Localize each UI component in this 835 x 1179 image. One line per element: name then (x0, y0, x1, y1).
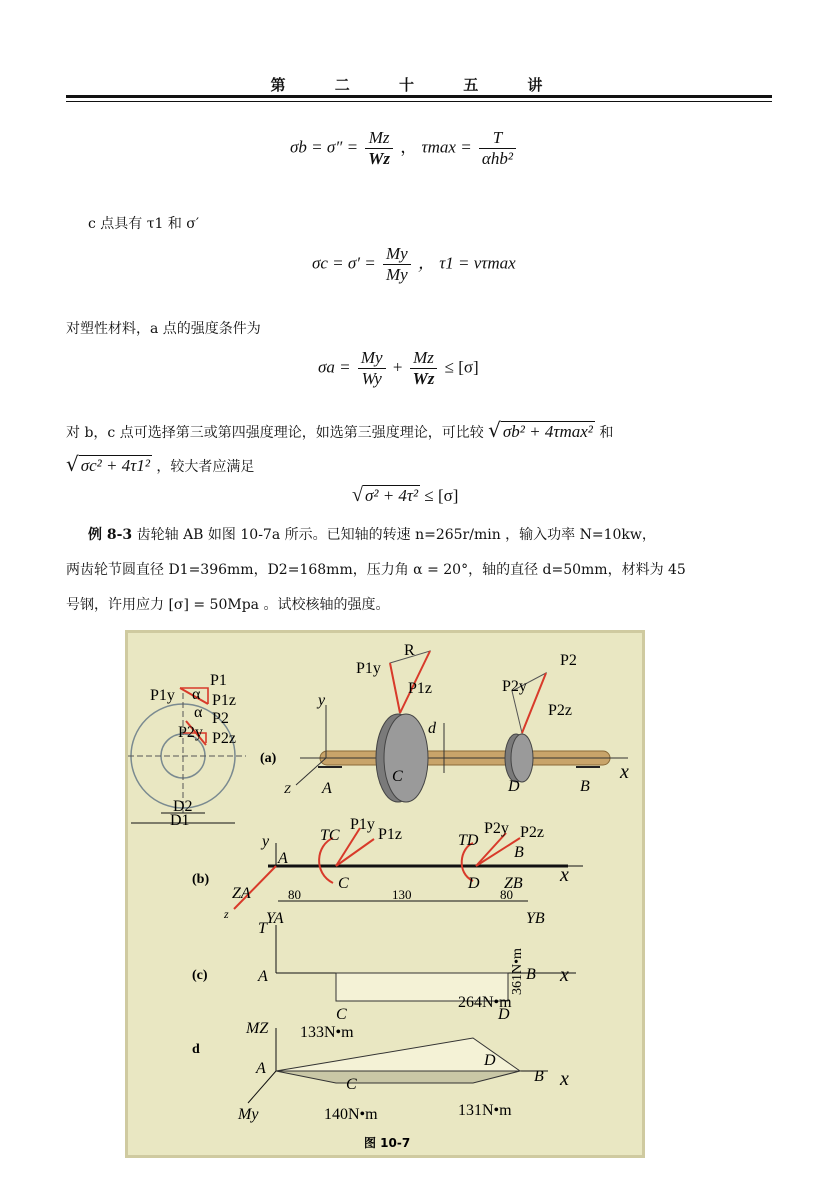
label-x-d: x (560, 1068, 569, 1090)
label-dim-130: 130 (392, 887, 412, 902)
label-yb: YB (526, 910, 545, 927)
torque-tc-arrow (319, 838, 333, 883)
label-p1z-side: P1z (212, 692, 236, 709)
label-p1z-a: P1z (408, 680, 432, 697)
label-my: My (238, 1106, 259, 1123)
label-b-b: B (514, 844, 524, 861)
arrow-p1y-b (336, 828, 360, 866)
example-line-2: 两齿轮节圆直径 D1=396mm，D2=168mm，压力角 α = 20°，轴的直径 d=50mm，材料为 45 (66, 562, 686, 578)
equation-sigma-b (290, 128, 519, 169)
text-point-c: c 点具有 τ1 和 σ′ (88, 216, 200, 232)
header-rule-thin (66, 101, 772, 102)
label-r: R (404, 642, 415, 659)
theory-root1: σb² + 4τmax² (502, 422, 593, 441)
label-d-d: D (484, 1052, 496, 1069)
label-y-a: y (318, 692, 326, 709)
eq2-frac-den: My (385, 265, 408, 284)
theory-part3: ，较大者应满足 (156, 459, 255, 475)
eq2-lhs: σc = σ′ = (312, 253, 376, 273)
eq3-rhs: ≤ [σ] (444, 357, 479, 377)
label-b-a: B (580, 778, 590, 795)
label-panel-d: d (192, 1042, 200, 1057)
label-za: ZA (232, 885, 251, 902)
label-p1y-side: P1y (150, 687, 175, 704)
arrow-p1z-b (336, 839, 374, 866)
eq3-frac2-den: Wz (412, 369, 435, 388)
label-a-b: A (278, 850, 288, 867)
equation-combined (352, 484, 458, 507)
label-p2z-side: P2z (212, 730, 236, 747)
label-tc: TC (320, 827, 340, 844)
eq4-root: σ² + 4τ² (364, 486, 419, 505)
label-d2: D2 (173, 798, 193, 815)
sqrt-icon: √ (66, 452, 79, 476)
label-d-diameter: d (428, 720, 436, 737)
label-d-a: D (508, 778, 520, 795)
eq2-rhs: ， τ1 = ντmax (417, 253, 516, 273)
eq3-frac2 (410, 348, 438, 389)
eq2-frac-num: My (383, 244, 411, 265)
label-c-a: C (392, 768, 403, 785)
label-alpha2-side: α (194, 704, 203, 721)
eq1-tau: τmax = (421, 137, 472, 157)
label-a-d: A (256, 1060, 266, 1077)
eq1-frac-mz-wz (365, 128, 393, 169)
label-panel-b: (b) (192, 872, 210, 887)
theory-part1: 对 b，c 点可选择第三或第四强度理论，如选第三强度理论，可比较 (66, 425, 484, 441)
label-a-a: A (322, 780, 332, 797)
label-t-c: T (258, 920, 267, 937)
label-z-b: z (224, 907, 229, 921)
label-m140: 140N•m (324, 1106, 378, 1123)
theory-root2: σc² + 4τ1² (80, 456, 150, 475)
label-td: TD (458, 832, 479, 849)
label-d-c: D (498, 1006, 510, 1023)
label-c-c: C (336, 1006, 347, 1023)
example-label: 例 8-3 (88, 527, 133, 543)
label-p2y-a: P2y (502, 678, 527, 695)
equation-sigma-a (318, 348, 479, 389)
label-x-a: x (620, 761, 629, 783)
eq1-frac1-num: Mz (365, 128, 393, 149)
eq3-frac1-num: My (358, 348, 386, 369)
text-plastic-condition: 对塑性材料，a 点的强度条件为 (66, 321, 261, 337)
label-p1-side: P1 (210, 672, 227, 689)
label-c-d: C (346, 1076, 357, 1093)
eq3-lhs: σa = (318, 357, 351, 377)
label-p2y-side: P2y (178, 724, 203, 741)
eq1-sep: ， (400, 137, 418, 157)
label-p2z-b: P2z (520, 824, 544, 841)
moment-my-diagram (276, 1071, 520, 1083)
label-panel-c: (c) (192, 968, 208, 983)
label-p2y-b: P2y (484, 820, 509, 837)
label-zb: ZB (504, 875, 523, 892)
label-p2-side: P2 (212, 710, 229, 727)
arrow-p1y-a (390, 663, 400, 713)
label-alpha-side: α (192, 686, 201, 703)
eq3-frac2-num: Mz (410, 348, 438, 369)
label-z-a: Z (284, 782, 291, 796)
eq1-frac-t (479, 128, 516, 169)
label-b-d: B (534, 1068, 544, 1085)
label-panel-a: (a) (260, 751, 277, 766)
sqrt-icon: √ (488, 418, 501, 442)
label-m133: 133N•m (300, 1024, 354, 1041)
label-m264: 264N•m (458, 994, 512, 1011)
label-p1y-b: P1y (350, 816, 375, 833)
eq2-frac (383, 244, 411, 285)
equation-sigma-c (312, 244, 516, 285)
text-strength-theory (66, 418, 613, 442)
eq4-rhs: ≤ [σ] (424, 486, 459, 505)
example-line-3: 号钢，许用应力 [σ] = 50Mpa 。试校核轴的强度。 (66, 597, 390, 613)
gear-disk-c-face (384, 714, 428, 802)
eq1-frac1-den: Wz (368, 149, 391, 168)
label-x-c: x (560, 964, 569, 986)
header-rule-thick (66, 95, 772, 98)
example-line-1 (88, 524, 656, 544)
eq1-lhs: σb = σ″ = (290, 137, 359, 157)
eq1-frac2-num: T (479, 128, 516, 149)
theory-part2: 和 (599, 425, 614, 441)
label-p1z-b: P1z (378, 826, 402, 843)
label-a-c: A (258, 968, 268, 985)
label-y-b: y (262, 833, 270, 850)
label-x-b: x (560, 864, 569, 886)
label-p1y-a: P1y (356, 660, 381, 677)
label-d-b: D (468, 875, 480, 892)
sqrt-icon: √ (352, 484, 363, 506)
label-d1: D1 (170, 812, 190, 829)
label-ya: YA (266, 910, 284, 927)
figure-caption: 图 10-7 (364, 1136, 411, 1150)
label-mz: MZ (246, 1020, 269, 1037)
label-c-b: C (338, 875, 349, 892)
label-p2-a: P2 (560, 652, 577, 669)
label-torque-value: 361N•m (510, 948, 525, 995)
eq3-plus: + (392, 357, 403, 377)
eq3-frac1-den: Wy (361, 369, 382, 388)
label-m131: 131N•m (458, 1102, 512, 1119)
page-header-title: 第 二 十 五 讲 (270, 76, 565, 94)
eq1-frac2-den: αhb² (481, 149, 513, 168)
figure-10-7 (125, 630, 645, 1158)
label-dim-80b: 80 (500, 887, 513, 902)
gear-disk-d-face (511, 734, 533, 782)
label-dim-80a: 80 (288, 887, 301, 902)
label-p2z-a: P2z (548, 702, 572, 719)
figure-svg (128, 633, 642, 1155)
label-b-c: B (526, 966, 536, 983)
eq3-frac1 (358, 348, 386, 389)
example-text-1: 齿轮轴 AB 如图 10-7a 所示。已知轴的转速 n=265r/min ，输入功率 N=10kw， (136, 527, 656, 543)
text-strength-theory-2 (66, 452, 254, 476)
